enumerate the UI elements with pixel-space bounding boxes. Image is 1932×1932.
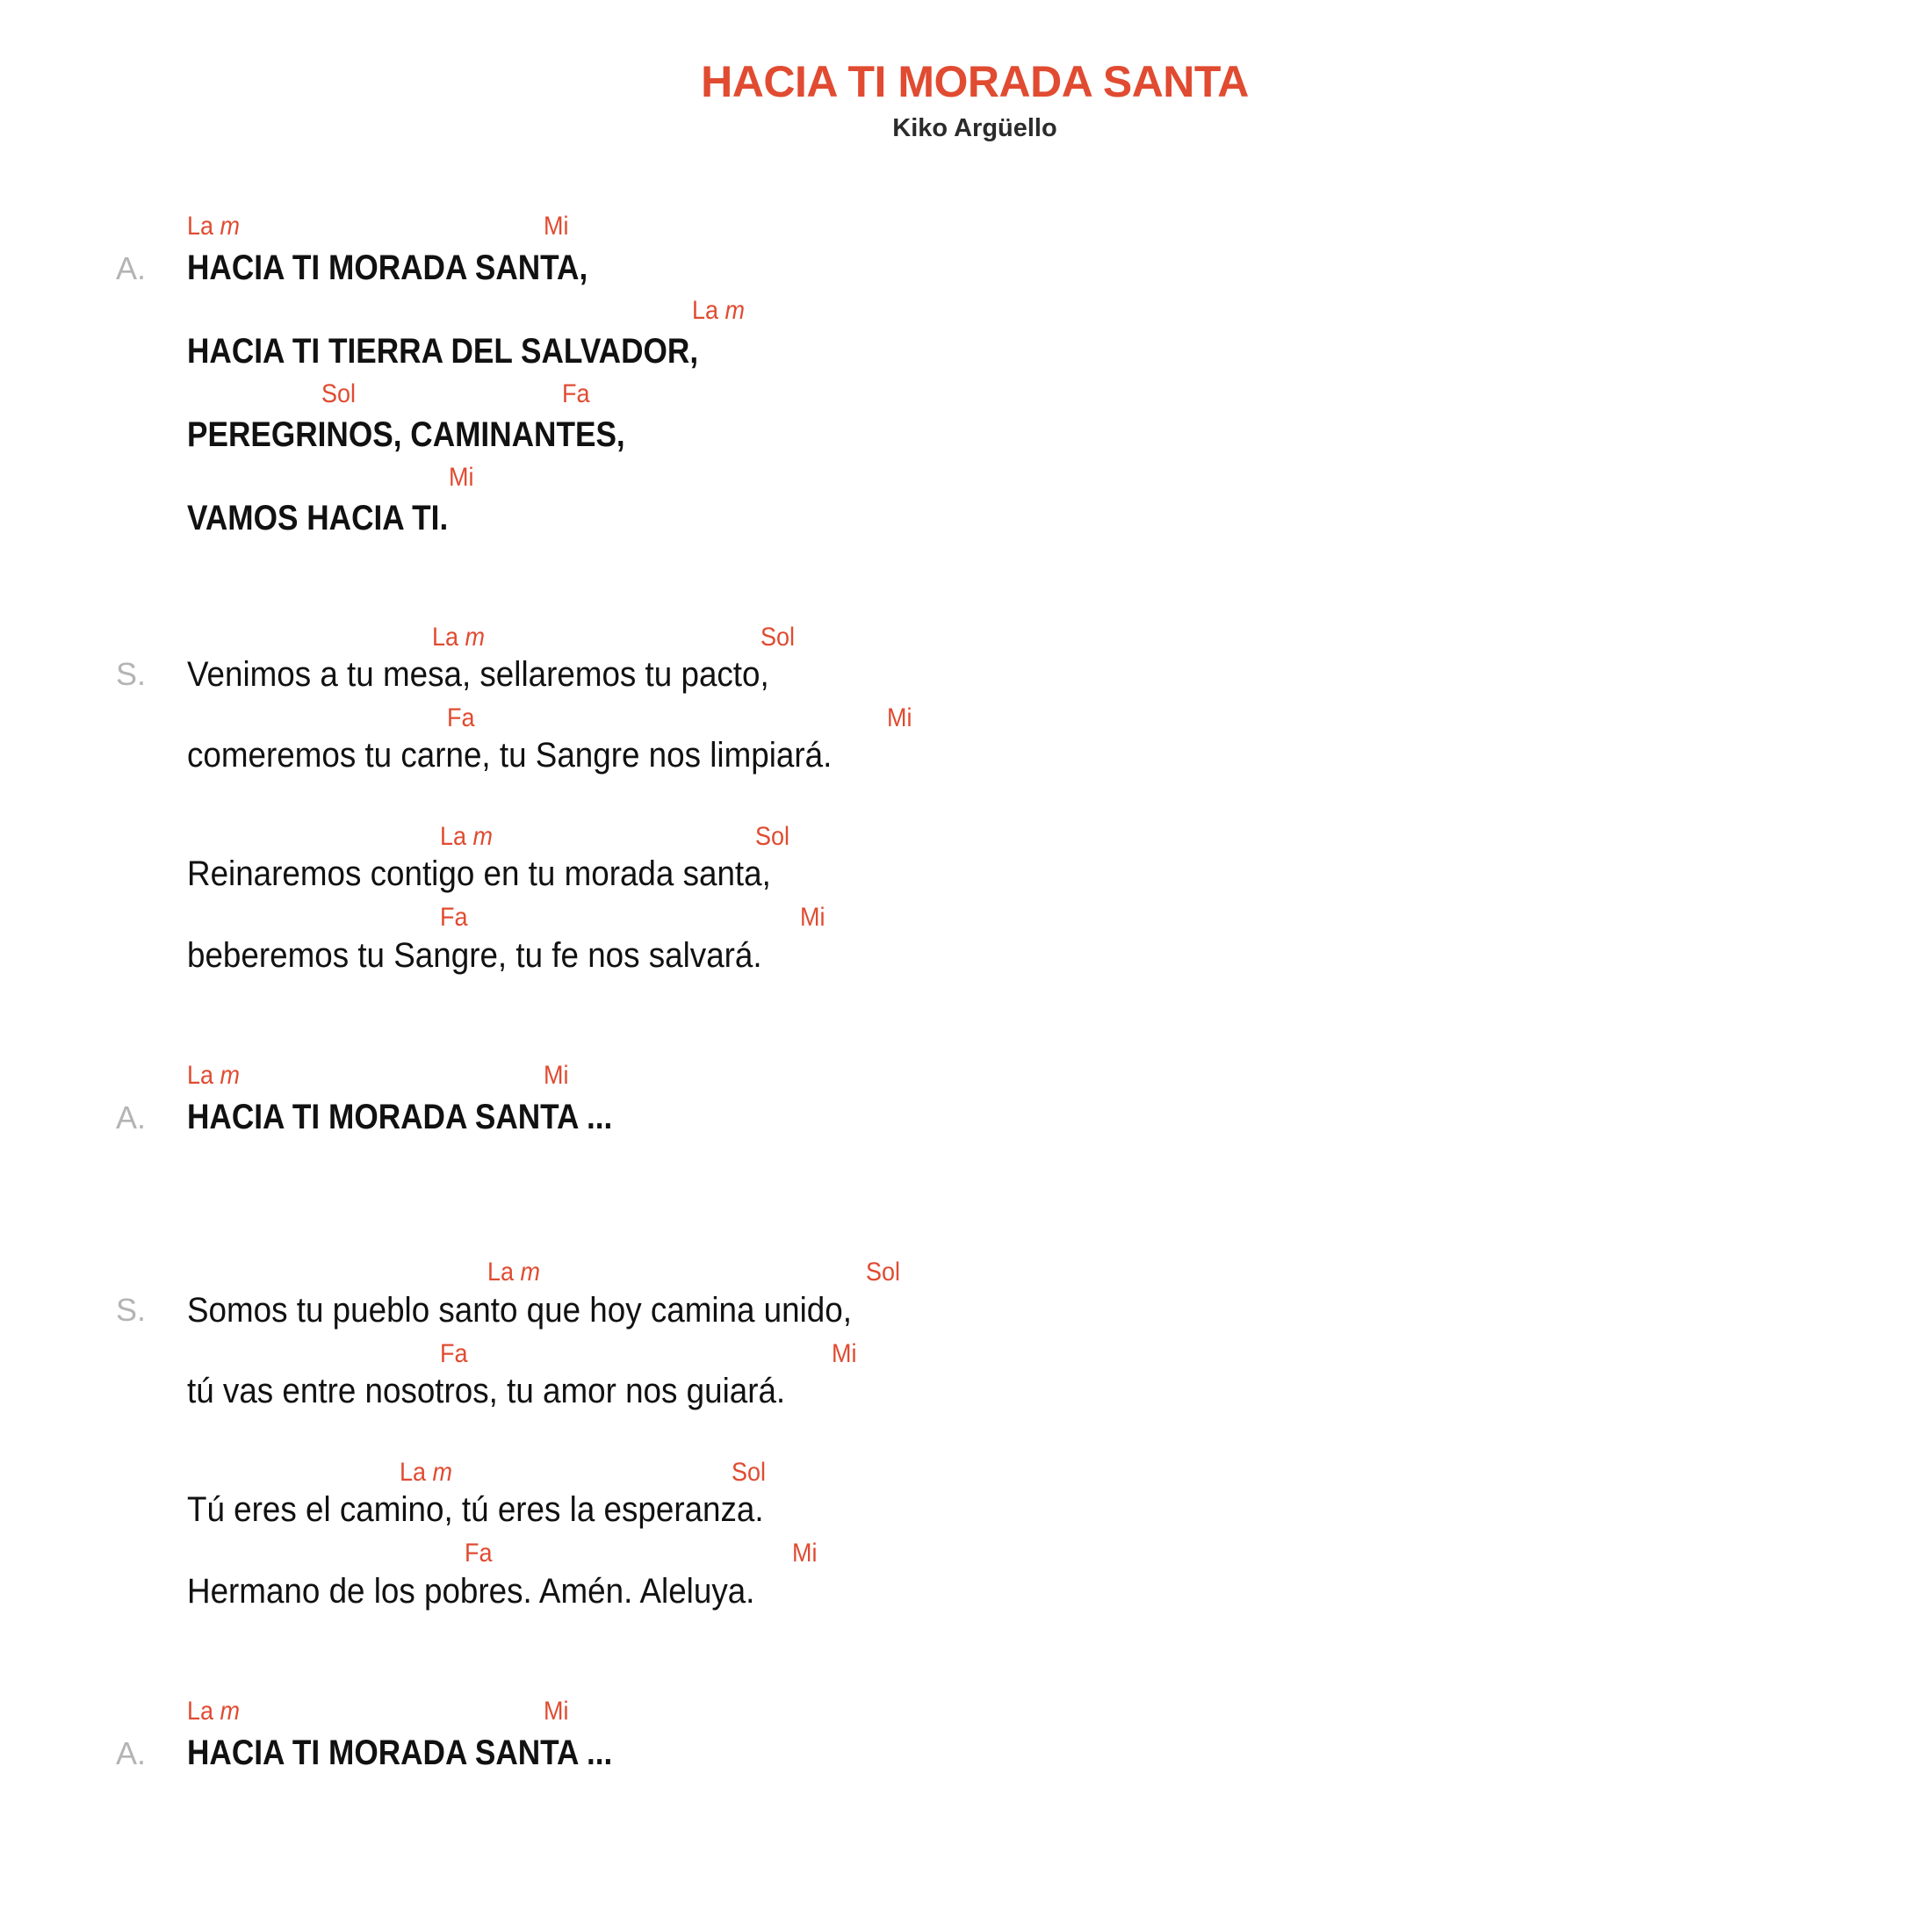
chord: Mi: [887, 703, 912, 732]
section-label: A.: [116, 250, 147, 286]
lyric-line: HACIA TI MORADA SANTA ...: [187, 1098, 613, 1136]
chord: Fa: [447, 703, 475, 732]
section-label: A.: [116, 1735, 147, 1771]
chord: La m: [400, 1458, 453, 1487]
section-label: A.: [116, 1099, 147, 1135]
lyric-line: HACIA TI MORADA SANTA,: [187, 249, 588, 287]
chord: Sol: [732, 1458, 767, 1487]
section-label: S.: [116, 1292, 147, 1328]
lyric-line: VAMOS HACIA TI.: [187, 499, 449, 537]
song-author: Kiko Argüello: [892, 114, 1057, 142]
lyric-line: tú vas entre nosotros, tu amor nos guiará.: [187, 1372, 786, 1410]
chord: Sol: [761, 623, 796, 652]
lyric-line: beberemos tu Sangre, tu fe nos salvará.: [187, 936, 762, 975]
chord: La m: [692, 296, 746, 325]
chord: Mi: [832, 1339, 857, 1368]
chord: La m: [187, 1697, 241, 1726]
chord: Sol: [755, 822, 790, 851]
chord: Sol: [866, 1258, 901, 1287]
chord: Fa: [562, 379, 590, 408]
chord: Sol: [321, 379, 357, 408]
lyric-line: Venimos a tu mesa, sellaremos tu pacto,: [187, 655, 769, 694]
chord: La m: [187, 1061, 241, 1090]
chord: La m: [487, 1258, 541, 1287]
lyric-line: Tú eres el camino, tú eres la esperanza.: [187, 1490, 764, 1529]
chord: La m: [440, 822, 494, 851]
lyric-line: comeremos tu carne, tu Sangre nos limpiará.: [187, 736, 833, 775]
chord: La m: [432, 623, 486, 652]
lyric-line: Hermano de los pobres. Amén. Aleluya.: [187, 1572, 755, 1611]
chord: Mi: [449, 463, 474, 492]
chord: La m: [187, 212, 241, 241]
section-label: S.: [116, 656, 147, 692]
chord: Mi: [544, 1697, 569, 1726]
chord: Mi: [800, 903, 825, 932]
chord: Fa: [465, 1539, 493, 1568]
chord: Fa: [440, 1339, 468, 1368]
chord: Mi: [544, 212, 569, 241]
lyric-line: Somos tu pueblo santo que hoy camina unido,: [187, 1291, 852, 1330]
lyric-line: HACIA TI MORADA SANTA ...: [187, 1734, 613, 1772]
chord: Mi: [544, 1061, 569, 1090]
song-title: HACIA TI MORADA SANTA: [701, 57, 1249, 106]
chord: Mi: [792, 1539, 818, 1568]
lyric-line: HACIA TI TIERRA DEL SALVADOR,: [187, 332, 699, 371]
lyric-line: Reinaremos contigo en tu morada santa,: [187, 854, 771, 893]
chord: Fa: [440, 903, 468, 932]
lyric-line: PEREGRINOS, CAMINANTES,: [187, 415, 625, 454]
